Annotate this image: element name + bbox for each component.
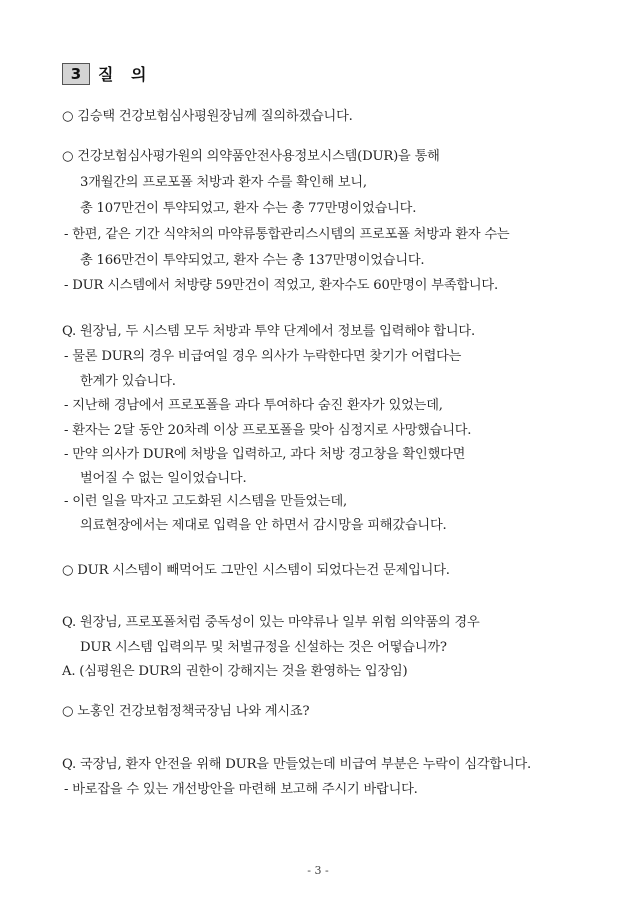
text-line: Q. 원장님, 두 시스템 모두 처방과 투약 단계에서 정보를 입력해야 합니다. <box>62 324 475 339</box>
text-line: 의료현장에서는 제대로 입력을 안 하면서 감시망을 피해갔습니다. <box>80 518 447 533</box>
text-line: ○ 건강보험심사평가원의 의약품안전사용정보시스템(DUR)을 통해 <box>62 149 440 164</box>
text-line: ○ 김승택 건강보험심사평원장님께 질의하겠습니다. <box>62 109 353 124</box>
text-line: DUR 시스템 입력의무 및 처벌규정을 신설하는 것은 어떻습니까? <box>80 640 447 655</box>
text-line: 총 166만건이 투약되었고, 환자 수는 총 137만명이었습니다. <box>80 253 425 268</box>
text-line: 3개월간의 프로포폴 처방과 환자 수를 확인해 보니, <box>80 175 367 190</box>
text-line: - 한편, 같은 기간 식약처의 마약류통합관리스시템의 프로포폴 처방과 환자 수는 <box>64 227 510 242</box>
text-line: - 환자는 2달 동안 20차례 이상 프로포폴을 맞아 심정지로 사망했습니다. <box>64 423 472 438</box>
section-header <box>62 62 152 85</box>
section-title: 질 의 <box>98 65 153 84</box>
text-line: - 지난해 경남에서 프로포폴을 과다 투여하다 숨진 환자가 있었는데, <box>64 398 443 413</box>
text-line: A. (심평원은 DUR의 권한이 강해지는 것을 환영하는 입장임) <box>62 664 408 679</box>
section-number-box: 3 <box>62 63 90 85</box>
text-line: 벌어질 수 없는 일이었습니다. <box>80 471 247 486</box>
text-line: - 물론 DUR의 경우 비급여일 경우 의사가 누락한다면 찾기가 어렵다는 <box>64 349 462 364</box>
text-line: - 바로잡을 수 있는 개선방안을 마련해 보고해 주시기 바랍니다. <box>64 782 418 797</box>
text-line: Q. 국장님, 환자 안전을 위해 DUR을 만들었는데 비급여 부분은 누락이 심각합니다. <box>62 757 532 772</box>
text-line: Q. 원장님, 프로포폴처럼 중독성이 있는 마약류나 일부 위험 의약품의 경우 <box>62 615 480 630</box>
page-number: - 3 - <box>307 864 329 877</box>
text-line: - 만약 의사가 DUR에 처방을 입력하고, 과다 처방 경고창을 확인했다면 <box>64 447 466 462</box>
text-line: 한계가 있습니다. <box>80 374 176 389</box>
text-line: ○ 노홍인 건강보험정책국장님 나와 계시죠? <box>62 704 310 719</box>
text-line: - DUR 시스템에서 처방량 59만건이 적었고, 환자수도 60만명이 부족합니다. <box>64 278 498 293</box>
text-line: 총 107만건이 투약되었고, 환자 수는 총 77만명이었습니다. <box>80 201 417 216</box>
text-line: ○ DUR 시스템이 빼먹어도 그만인 시스템이 되었다는건 문제입니다. <box>62 563 450 578</box>
text-line: - 이런 일을 막자고 고도화된 시스템을 만들었는데, <box>64 494 347 509</box>
